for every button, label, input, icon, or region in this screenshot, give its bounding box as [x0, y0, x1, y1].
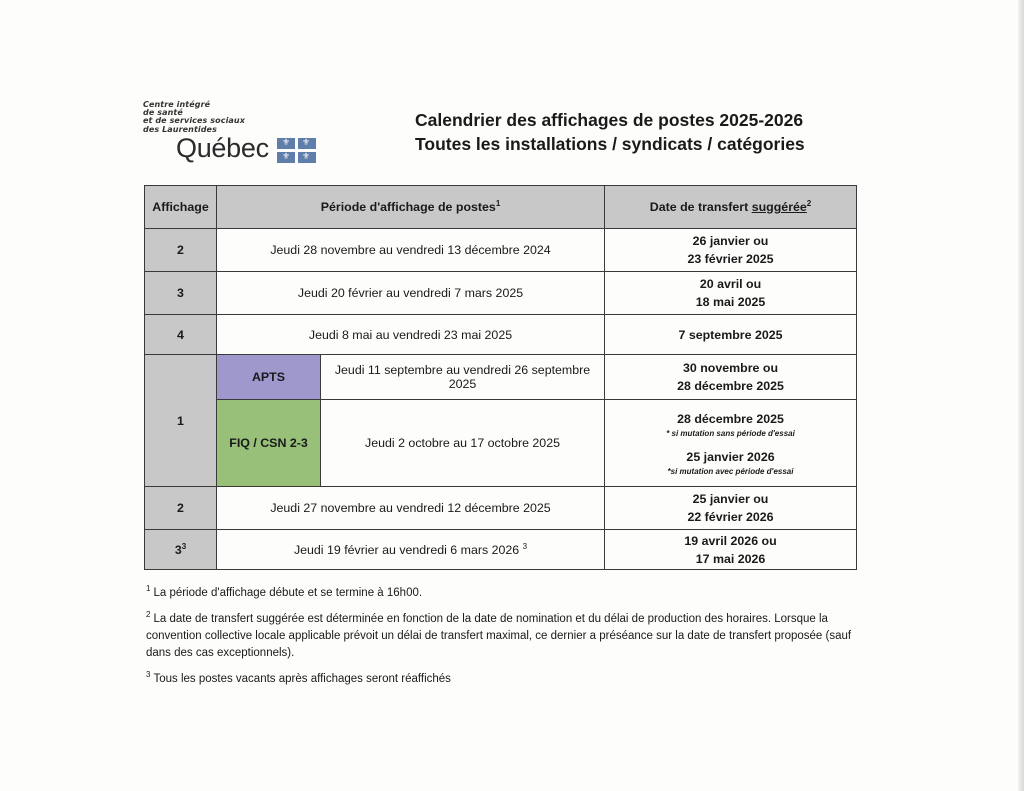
- table-row-apts: [145, 355, 857, 400]
- title-line-1: Calendrier des affichages de postes 2025-2026: [415, 110, 804, 130]
- document-title: [415, 108, 805, 156]
- table-row: [145, 272, 857, 315]
- affichage-cell: 2: [145, 487, 217, 530]
- posting-calendar-table: [144, 185, 857, 570]
- mutation-note: * si mutation sans période d'essai: [666, 428, 795, 438]
- fleur-de-lis-flag-icon: ⚜ ⚜ ⚜ ⚜: [277, 138, 316, 163]
- logo-line: et de services sociaux: [143, 116, 245, 126]
- quebec-wordmark: Québec: [176, 133, 269, 163]
- periode-cell: Jeudi 28 novembre au vendredi 13 décembre 2024: [217, 229, 605, 272]
- title-line-2: Toutes les installations / syndicats / catégories: [415, 134, 805, 154]
- table-row-fiq: [145, 400, 857, 487]
- periode-cell: Jeudi 11 septembre au vendredi 26 septembre 2025: [321, 355, 605, 400]
- table-row: [145, 530, 857, 570]
- transfert-date-cell: 20 avril ou 18 mai 2025: [605, 272, 857, 315]
- logo-line: de santé: [143, 108, 183, 118]
- periode-cell: Jeudi 8 mai au vendredi 23 mai 2025: [217, 315, 605, 355]
- transfert-date-cell: 19 avril 2026 ou 17 mai 2026: [605, 530, 857, 570]
- footnotes: [146, 585, 858, 697]
- page-edge-shadow: [1018, 0, 1024, 791]
- union-label-fiq-csn: FIQ / CSN 2-3: [217, 400, 321, 487]
- periode-cell: Jeudi 20 février au vendredi 7 mars 2025: [217, 272, 605, 315]
- footnote: $^2$ La date de transfert suggérée est déterminée en fonction de la date de nomination et du délai de production des horaires. Lorsque la convention collective locale applicable prévoit un délai de transfert maximal, ce dernier a préséance sur la date de transfert proposée (sauf dans des cas exceptionnels).: [146, 610, 852, 659]
- periode-cell: Jeudi 2 octobre au 17 octobre 2025: [321, 400, 605, 487]
- table-row: [145, 487, 857, 530]
- footnote: $^1$ La période d'affichage débute et se termine à 16h00.: [146, 584, 423, 599]
- affichage-cell: 1: [145, 355, 217, 487]
- union-label-apts: APTS: [217, 355, 321, 400]
- affichage-cell: 2: [145, 229, 217, 272]
- transfert-date-cell: 25 janvier ou 22 février 2026: [605, 487, 857, 530]
- affichage-cell: $3^3$: [145, 530, 217, 570]
- mutation-note: *si mutation avec période d'essai: [667, 466, 794, 476]
- table-header-row: [145, 186, 857, 229]
- transfert-date-cell: 7 septembre 2025: [605, 315, 857, 355]
- logo-line: Centre intégré: [143, 100, 211, 109]
- affichage-cell: 3: [145, 272, 217, 315]
- logo-line: des Laurentides: [143, 124, 217, 134]
- table-row: [145, 315, 857, 355]
- header-transfert: Date de transfert suggérée$^2$: [605, 186, 857, 229]
- affichage-cell: 4: [145, 315, 217, 355]
- cisss-logo: [143, 100, 311, 163]
- periode-cell: Jeudi 27 novembre au vendredi 12 décembre 2025: [217, 487, 605, 530]
- header-affichage: Affichage: [145, 186, 217, 229]
- footnote: $^3$ Tous les postes vacants après affichages seront réaffichés: [146, 670, 451, 685]
- table-row: [145, 229, 857, 272]
- transfert-date-cell: 28 décembre 2025 * si mutation sans période d'essai 25 janvier 2026 *si mutation avec période d'essai: [605, 400, 857, 487]
- transfert-date-cell: 26 janvier ou 23 février 2025: [605, 229, 857, 272]
- header-periode: Période d'affichage de postes$^1$: [217, 186, 605, 229]
- transfert-date-cell: 30 novembre ou 28 décembre 2025: [605, 355, 857, 400]
- periode-cell: Jeudi 19 février au vendredi 6 mars 2026 $^3$: [217, 530, 605, 570]
